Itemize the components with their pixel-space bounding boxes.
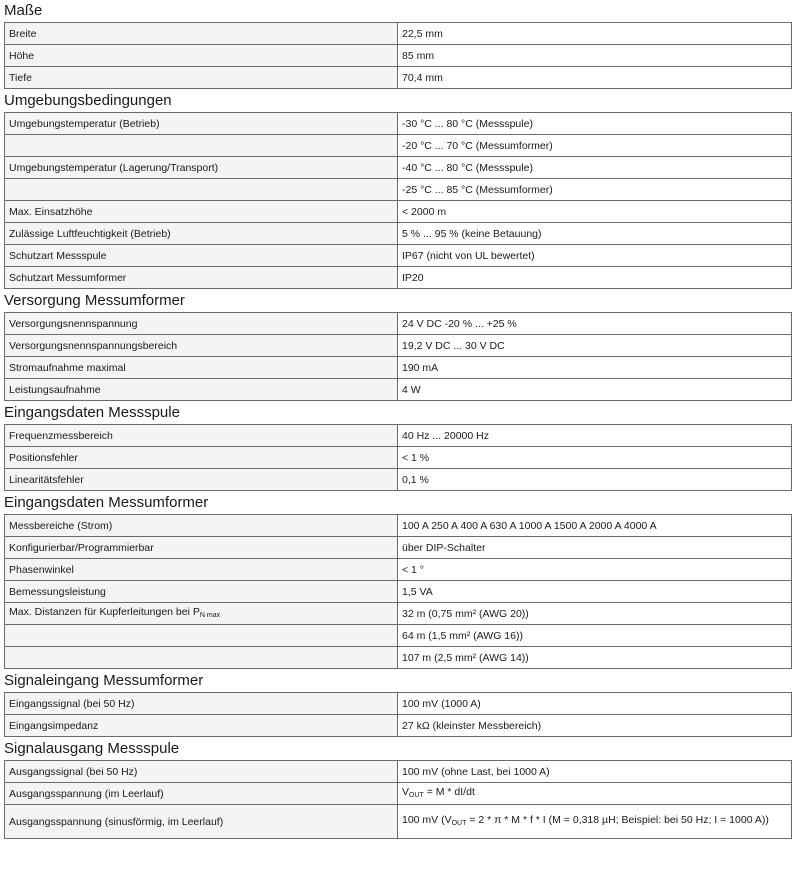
row-label	[5, 201, 398, 223]
row-value	[398, 135, 792, 157]
row-label	[5, 783, 398, 805]
row-label	[5, 447, 398, 469]
spec-section	[4, 0, 800, 89]
row-value-text: 100 mV (1000 A)	[402, 697, 481, 710]
row-value-text: IP20	[402, 271, 424, 284]
row-label	[5, 267, 398, 289]
table-row	[5, 581, 792, 603]
row-value-text: 85 mm	[402, 49, 435, 62]
row-label	[5, 223, 398, 245]
row-label	[5, 425, 398, 447]
row-label	[5, 647, 398, 669]
row-value-text: 5 % ... 95 % (keine Betauung)	[402, 227, 542, 240]
row-label	[5, 113, 398, 135]
spec-section	[4, 402, 800, 491]
table-row	[5, 135, 792, 157]
row-label-text: Messbereiche (Strom)	[9, 519, 113, 532]
spec-table	[4, 514, 792, 669]
section-title: Maße	[4, 2, 43, 19]
table-row	[5, 469, 792, 491]
section-title: Signalausgang Messspule	[4, 740, 180, 757]
spec-section	[4, 290, 800, 401]
row-value-text: < 2000 m	[402, 205, 447, 218]
row-label-text: Schutzart Messumformer	[9, 271, 127, 284]
table-row	[5, 357, 792, 379]
row-value-text: 24 V DC -20 % ... +25 %	[402, 317, 517, 330]
row-label	[5, 379, 398, 401]
row-value	[398, 515, 792, 537]
table-row	[5, 223, 792, 245]
table-row	[5, 425, 792, 447]
table-row	[5, 805, 792, 839]
value-subscript: OUT	[409, 792, 424, 799]
row-value	[398, 603, 792, 625]
table-row	[5, 515, 792, 537]
row-value	[398, 425, 792, 447]
label-subscript: N max	[199, 612, 221, 619]
row-label-text: Max. Distanzen für Kupferleitungen bei P	[9, 606, 200, 618]
row-value	[398, 379, 792, 401]
row-label-text: Umgebungstemperatur (Betrieb)	[9, 117, 160, 130]
table-row	[5, 23, 792, 45]
row-value-text: IP67 (nicht von UL bewertet)	[402, 249, 535, 262]
row-value-text: 27 kΩ (kleinster Messbereich)	[402, 719, 542, 732]
spec-section	[4, 738, 800, 839]
row-label-text: Höhe	[9, 49, 35, 62]
row-value	[398, 335, 792, 357]
row-label-text: Zulässige Luftfeuchtigkeit (Betrieb)	[9, 227, 171, 240]
row-label	[5, 537, 398, 559]
row-value-text: < 1 °	[402, 563, 425, 576]
row-label-text: Eingangssignal (bei 50 Hz)	[9, 697, 135, 710]
row-label-text: Eingangsimpedanz	[9, 719, 99, 732]
table-row	[5, 179, 792, 201]
row-value-text: 107 m (2,5 mm² (AWG 14))	[402, 651, 529, 664]
row-value-text: -25 °C ... 85 °C (Messumformer)	[402, 183, 553, 196]
row-label	[5, 581, 398, 603]
row-label-text: Schutzart Messspule	[9, 249, 107, 262]
row-value-text: -40 °C ... 80 °C (Messspule)	[402, 161, 533, 174]
row-value	[398, 67, 792, 89]
table-row	[5, 113, 792, 135]
row-value-text: 190 mA	[402, 361, 439, 374]
spec-table	[4, 760, 792, 839]
table-row	[5, 537, 792, 559]
row-label	[5, 135, 398, 157]
spec-section	[4, 90, 800, 289]
table-row	[5, 245, 792, 267]
row-value	[398, 581, 792, 603]
row-label	[5, 603, 398, 625]
row-value	[398, 267, 792, 289]
section-title: Eingangsdaten Messspule	[4, 404, 180, 421]
row-value-text: 4 W	[402, 383, 421, 396]
spec-table	[4, 312, 792, 401]
row-value	[398, 559, 792, 581]
row-value	[398, 647, 792, 669]
row-value	[398, 23, 792, 45]
row-value-text: 100 mV (ohne Last, bei 1000 A)	[402, 765, 550, 778]
row-label	[5, 357, 398, 379]
row-label	[5, 625, 398, 647]
table-row	[5, 335, 792, 357]
row-value	[398, 45, 792, 67]
row-label-text: Ausgangssignal (bei 50 Hz)	[9, 765, 138, 778]
row-value	[398, 245, 792, 267]
row-value	[398, 805, 792, 839]
row-label	[5, 45, 398, 67]
row-value-continuation: = M * dI/dt	[423, 786, 475, 798]
row-value-text: -30 °C ... 80 °C (Messspule)	[402, 117, 533, 130]
row-value-text: 100 mV (V	[402, 814, 452, 826]
row-label	[5, 179, 398, 201]
row-label	[5, 23, 398, 45]
table-row	[5, 447, 792, 469]
row-label	[5, 761, 398, 783]
row-label	[5, 245, 398, 267]
row-value-text: über DIP-Schalter	[402, 541, 486, 554]
row-value-text: 70,4 mm	[402, 71, 443, 84]
table-row	[5, 379, 792, 401]
section-title: Signaleingang Messumformer	[4, 672, 204, 689]
row-label	[5, 157, 398, 179]
row-value	[398, 693, 792, 715]
row-label-text: Breite	[9, 27, 37, 40]
table-row	[5, 603, 792, 625]
row-label-text: Ausgangsspannung (sinusförmig, im Leerlauf)	[9, 815, 224, 828]
row-value-text: 1,5 VA	[402, 585, 433, 598]
row-value	[398, 761, 792, 783]
row-label	[5, 715, 398, 737]
row-value	[398, 201, 792, 223]
row-label-text: Umgebungstemperatur (Lagerung/Transport)	[9, 161, 219, 174]
row-label	[5, 693, 398, 715]
value-subscript: OUT	[451, 820, 467, 827]
row-value	[398, 313, 792, 335]
spec-section	[4, 670, 800, 737]
row-label-text: Max. Einsatzhöhe	[9, 205, 93, 218]
row-value-continuation: = 2 * π * M * f * I (M = 0,318 µH; Beispiel: bei 50 Hz; I = 1000 A))	[466, 814, 769, 826]
row-label-text: Konfigurierbar/Programmierbar	[9, 541, 154, 554]
table-row	[5, 313, 792, 335]
row-value-text: -20 °C ... 70 °C (Messumformer)	[402, 139, 553, 152]
table-row	[5, 267, 792, 289]
row-label-text: Leistungsaufnahme	[9, 383, 101, 396]
table-row	[5, 715, 792, 737]
spec-table	[4, 692, 792, 737]
table-row	[5, 761, 792, 783]
row-label	[5, 313, 398, 335]
row-value-text: V	[402, 786, 410, 798]
section-title: Eingangsdaten Messumformer	[4, 494, 209, 511]
row-value-text: 40 Hz ... 20000 Hz	[402, 429, 489, 442]
row-label-text: Bemessungsleistung	[9, 585, 106, 598]
row-label	[5, 805, 398, 839]
row-label	[5, 559, 398, 581]
row-value	[398, 469, 792, 491]
row-label	[5, 515, 398, 537]
table-row	[5, 157, 792, 179]
row-label	[5, 335, 398, 357]
spec-section	[4, 492, 800, 669]
row-value-text: 64 m (1,5 mm² (AWG 16))	[402, 629, 523, 642]
row-value-text: 100 A 250 A 400 A 630 A 1000 A 1500 A 2000 A 4000 A	[402, 519, 657, 532]
row-label-text: Frequenzmessbereich	[9, 429, 113, 442]
row-label-text: Ausgangsspannung (im Leerlauf)	[9, 787, 164, 800]
section-title: Umgebungsbedingungen	[4, 92, 172, 109]
table-row	[5, 625, 792, 647]
row-label-text: Stromaufnahme maximal	[9, 361, 126, 374]
spec-table	[4, 112, 792, 289]
table-row	[5, 201, 792, 223]
row-label	[5, 469, 398, 491]
row-value-text: 0,1 %	[402, 473, 429, 486]
row-label-text: Tiefe	[9, 71, 32, 84]
row-value-text: 22,5 mm	[402, 27, 443, 40]
table-row	[5, 67, 792, 89]
section-title: Versorgung Messumformer	[4, 292, 185, 309]
row-label-text: Phasenwinkel	[9, 563, 74, 576]
row-value	[398, 537, 792, 559]
row-value	[398, 223, 792, 245]
spec-table	[4, 424, 792, 491]
row-label-text: Versorgungsnennspannungsbereich	[9, 339, 178, 352]
row-value	[398, 447, 792, 469]
row-label	[5, 67, 398, 89]
row-label-text: Positionsfehler	[9, 451, 78, 464]
row-value-text: 32 m (0,75 mm² (AWG 20))	[402, 607, 529, 620]
row-value-text: < 1 %	[402, 451, 430, 464]
row-label-text: Versorgungsnennspannung	[9, 317, 138, 330]
row-value	[398, 783, 792, 805]
table-row	[5, 693, 792, 715]
row-value-text: 19,2 V DC ... 30 V DC	[402, 339, 505, 352]
row-value	[398, 357, 792, 379]
row-label-text: Linearitätsfehler	[9, 473, 84, 486]
table-row	[5, 45, 792, 67]
row-value	[398, 715, 792, 737]
table-row	[5, 559, 792, 581]
spec-table	[4, 22, 792, 89]
row-value	[398, 157, 792, 179]
row-value	[398, 113, 792, 135]
row-value	[398, 625, 792, 647]
table-row	[5, 647, 792, 669]
row-value	[398, 179, 792, 201]
table-row	[5, 783, 792, 805]
